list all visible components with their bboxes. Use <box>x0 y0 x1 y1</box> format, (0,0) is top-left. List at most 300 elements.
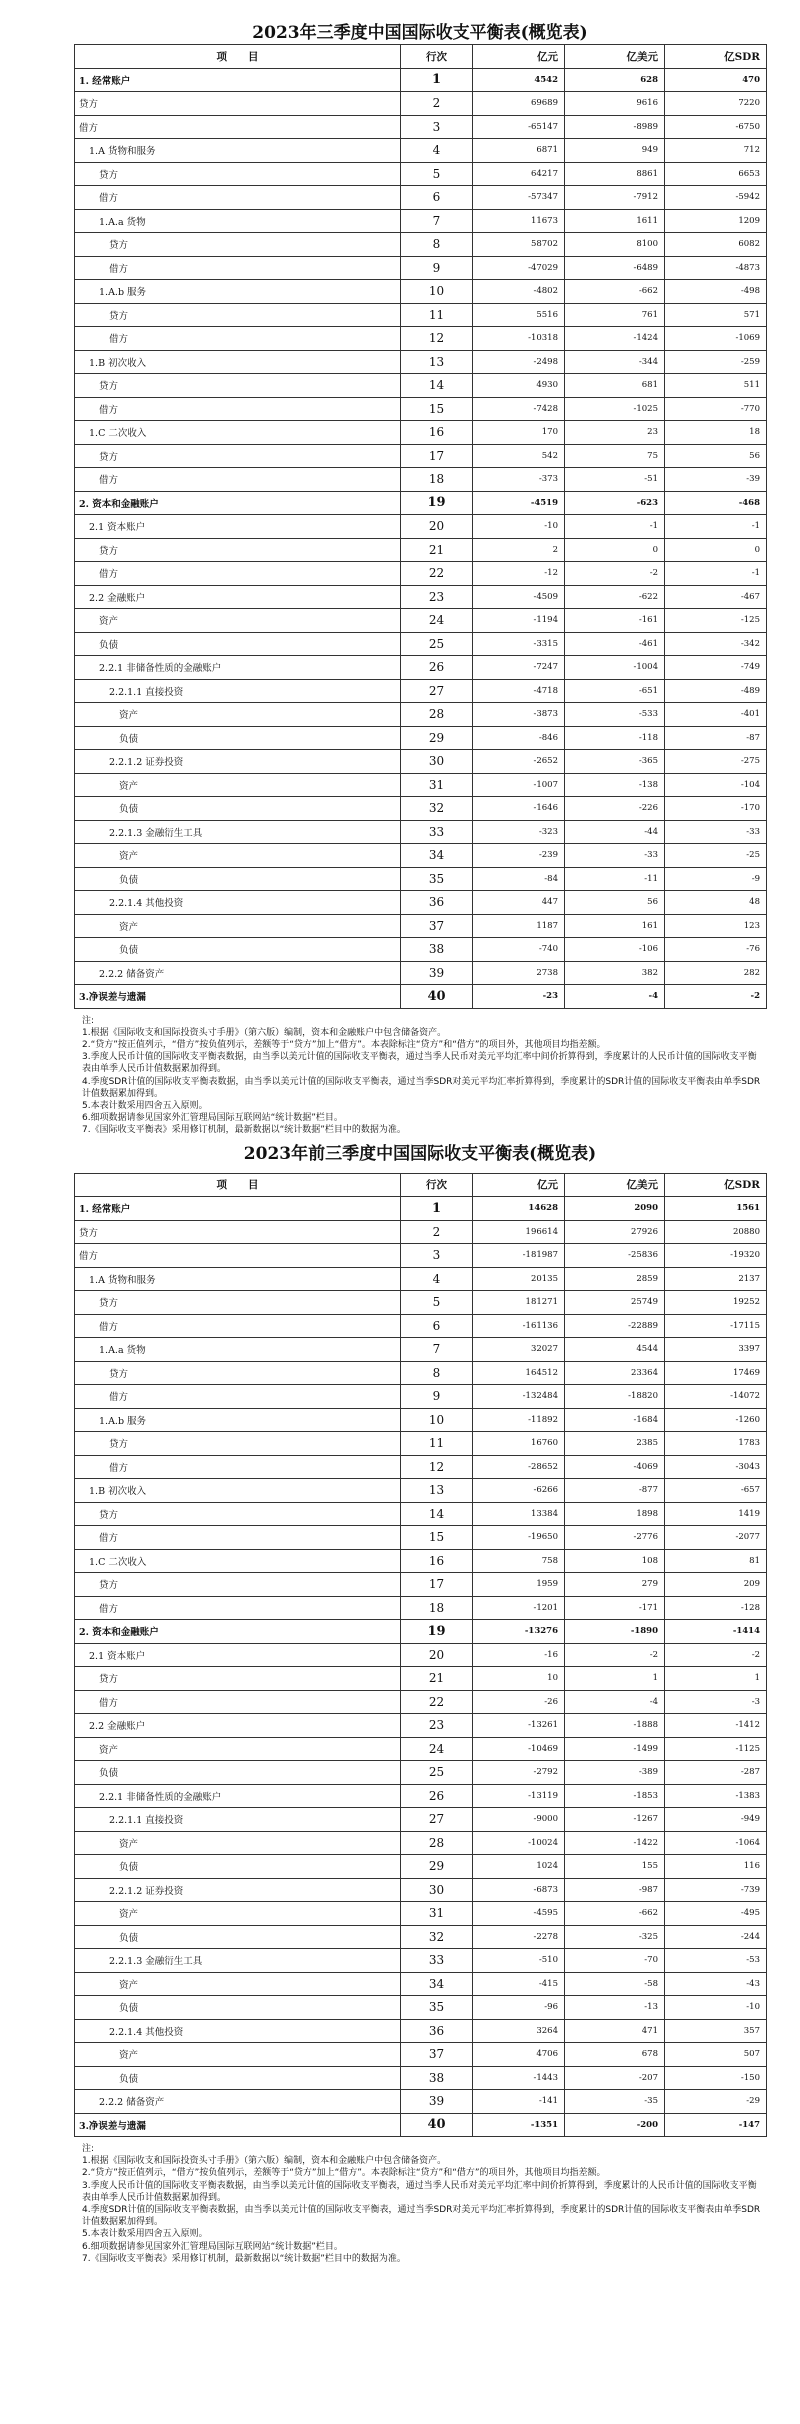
header-cny: 亿元 <box>473 1173 565 1197</box>
table-row <box>75 562 767 586</box>
header-sdr: 亿SDR <box>665 45 767 69</box>
table-row <box>75 1596 767 1620</box>
value-usd: -533 <box>565 703 665 727</box>
row-number: 22 <box>401 562 473 586</box>
row-label: 负债 <box>75 2066 401 2090</box>
value-usd: -4069 <box>565 1455 665 1479</box>
value-sdr: 18 <box>665 421 767 445</box>
row-number: 23 <box>401 1714 473 1738</box>
value-sdr: -498 <box>665 280 767 304</box>
value-sdr: 571 <box>665 303 767 327</box>
table-row <box>75 68 767 92</box>
value-cny: -1351 <box>473 2113 565 2137</box>
table-row <box>75 1408 767 1432</box>
value-sdr: -87 <box>665 726 767 750</box>
row-label: 贷方 <box>75 1573 401 1597</box>
table-row <box>75 468 767 492</box>
value-cny: -4509 <box>473 585 565 609</box>
table-header-row <box>75 45 767 69</box>
value-usd: 1898 <box>565 1502 665 1526</box>
row-number: 13 <box>401 1479 473 1503</box>
row-label: 负债 <box>75 1996 401 2020</box>
value-cny: -740 <box>473 938 565 962</box>
row-label: 借方 <box>75 468 401 492</box>
note-line: 7.《国际收支平衡表》采用修订机制，最新数据以“统计数据”栏目中的数据为准。 <box>82 2253 406 2264</box>
value-cny: -323 <box>473 820 565 844</box>
value-cny: -132484 <box>473 1385 565 1409</box>
row-label: 借方 <box>75 115 401 139</box>
row-label: 2.2.1.4 其他投资 <box>75 2019 401 2043</box>
row-label: 贷方 <box>75 233 401 257</box>
row-number: 27 <box>401 1808 473 1832</box>
row-label: 贷方 <box>75 1502 401 1526</box>
value-cny: 447 <box>473 891 565 915</box>
row-label: 借方 <box>75 1244 401 1268</box>
value-cny: -10318 <box>473 327 565 351</box>
value-sdr: -1412 <box>665 1714 767 1738</box>
value-cny: -510 <box>473 1949 565 1973</box>
value-sdr: 6653 <box>665 162 767 186</box>
row-label: 资产 <box>75 914 401 938</box>
row-label: 资产 <box>75 773 401 797</box>
table-row <box>75 1690 767 1714</box>
value-cny: 181271 <box>473 1291 565 1315</box>
table-row <box>75 1667 767 1691</box>
table-row <box>75 1291 767 1315</box>
value-sdr: -2 <box>665 1643 767 1667</box>
row-number: 3 <box>401 1244 473 1268</box>
row-label: 负债 <box>75 1761 401 1785</box>
row-label: 资产 <box>75 1831 401 1855</box>
table-row <box>75 1996 767 2020</box>
value-usd: -118 <box>565 726 665 750</box>
row-label: 借方 <box>75 1455 401 1479</box>
value-cny: -13119 <box>473 1784 565 1808</box>
table-row <box>75 891 767 915</box>
table-row <box>75 327 767 351</box>
value-cny: -4718 <box>473 679 565 703</box>
row-label: 借方 <box>75 1385 401 1409</box>
value-usd: -13 <box>565 1996 665 2020</box>
value-sdr: 209 <box>665 1573 767 1597</box>
value-cny: 32027 <box>473 1338 565 1362</box>
table-row <box>75 2043 767 2067</box>
table-row <box>75 656 767 680</box>
value-sdr: -170 <box>665 797 767 821</box>
row-label: 负债 <box>75 1925 401 1949</box>
row-label: 1.C 二次收入 <box>75 421 401 445</box>
value-sdr: -1383 <box>665 1784 767 1808</box>
row-number: 32 <box>401 797 473 821</box>
row-label: 2.1 资本账户 <box>75 515 401 539</box>
value-sdr: 1209 <box>665 209 767 233</box>
note-line: 1.根据《国际收支和国际投资头寸手册》（第六版）编制，资本和金融账户中包含储备资产。 <box>82 2156 447 2167</box>
table-row <box>75 233 767 257</box>
table-header-row <box>75 1173 767 1197</box>
row-label: 贷方 <box>75 92 401 116</box>
row-number: 10 <box>401 280 473 304</box>
value-cny: 2 <box>473 538 565 562</box>
value-usd: 25749 <box>565 1291 665 1315</box>
value-cny: 14628 <box>473 1197 565 1221</box>
header-item: 项 目 <box>75 1173 401 1197</box>
table-row <box>75 1385 767 1409</box>
table-row <box>75 2113 767 2137</box>
table-row <box>75 703 767 727</box>
value-usd: -200 <box>565 2113 665 2137</box>
value-cny: -96 <box>473 1996 565 2020</box>
value-sdr: -4873 <box>665 256 767 280</box>
value-usd: 108 <box>565 1549 665 1573</box>
value-cny: -6266 <box>473 1479 565 1503</box>
table-row <box>75 985 767 1009</box>
row-label: 负债 <box>75 797 401 821</box>
value-cny: -239 <box>473 844 565 868</box>
table-row <box>75 92 767 116</box>
value-sdr: -10 <box>665 1996 767 2020</box>
value-sdr: 116 <box>665 1855 767 1879</box>
table-row <box>75 726 767 750</box>
note-line: 2.“贷方”按正值列示，“借方”按负值列示，差额等于“贷方”加上“借方”。本表除标注“贷方”和“借方”的项目外，其他项目均指差额。 <box>82 1039 606 1050</box>
value-usd: -662 <box>565 1902 665 1926</box>
table-row <box>75 1526 767 1550</box>
value-cny: -373 <box>473 468 565 492</box>
value-cny: 64217 <box>473 162 565 186</box>
value-sdr: 712 <box>665 139 767 163</box>
value-sdr: -14072 <box>665 1385 767 1409</box>
row-number: 25 <box>401 1761 473 1785</box>
value-cny: -28652 <box>473 1455 565 1479</box>
row-label: 2.2.1.2 证券投资 <box>75 1878 401 1902</box>
row-label: 资产 <box>75 703 401 727</box>
table-row <box>75 421 767 445</box>
value-cny: 3264 <box>473 2019 565 2043</box>
row-number: 11 <box>401 1432 473 1456</box>
section-first-three-quarters <box>74 1127 766 2264</box>
table-row <box>75 1479 767 1503</box>
value-usd: -4 <box>565 1690 665 1714</box>
value-cny: -6873 <box>473 1878 565 1902</box>
value-cny: 5516 <box>473 303 565 327</box>
value-cny: 1959 <box>473 1573 565 1597</box>
row-number: 14 <box>401 1502 473 1526</box>
table-row <box>75 397 767 421</box>
value-cny: -161136 <box>473 1314 565 1338</box>
row-label: 资产 <box>75 1737 401 1761</box>
value-sdr: -1414 <box>665 1620 767 1644</box>
header-usd: 亿美元 <box>565 1173 665 1197</box>
row-label: 负债 <box>75 938 401 962</box>
value-usd: -662 <box>565 280 665 304</box>
row-label: 2.2.1.3 金融衍生工具 <box>75 820 401 844</box>
table-row <box>75 1244 767 1268</box>
value-usd: 4544 <box>565 1338 665 1362</box>
value-sdr: 81 <box>665 1549 767 1573</box>
value-usd: 681 <box>565 374 665 398</box>
row-label: 1. 经常账户 <box>75 68 401 92</box>
row-label: 贷方 <box>75 1220 401 1244</box>
value-sdr: -770 <box>665 397 767 421</box>
value-usd: -1025 <box>565 397 665 421</box>
row-number: 19 <box>401 1620 473 1644</box>
row-label: 借方 <box>75 397 401 421</box>
value-sdr: 48 <box>665 891 767 915</box>
note-line: 5.本表计数采用四舍五入原则。 <box>82 1100 208 1111</box>
value-cny: -181987 <box>473 1244 565 1268</box>
value-sdr: 1561 <box>665 1197 767 1221</box>
row-number: 36 <box>401 2019 473 2043</box>
row-number: 36 <box>401 891 473 915</box>
value-usd: -18820 <box>565 1385 665 1409</box>
value-cny: -10 <box>473 515 565 539</box>
value-sdr: -3043 <box>665 1455 767 1479</box>
row-label: 2. 资本和金融账户 <box>75 491 401 515</box>
row-number: 21 <box>401 1667 473 1691</box>
value-cny: -10024 <box>473 1831 565 1855</box>
value-usd: -877 <box>565 1479 665 1503</box>
row-label: 2.2.1.3 金融衍生工具 <box>75 1949 401 1973</box>
value-sdr: -244 <box>665 1925 767 1949</box>
table-row <box>75 867 767 891</box>
value-usd: -1890 <box>565 1620 665 1644</box>
value-sdr: 6082 <box>665 233 767 257</box>
table-row <box>75 1314 767 1338</box>
row-label: 2.2.1 非储备性质的金融账户 <box>75 1784 401 1808</box>
row-number: 15 <box>401 397 473 421</box>
value-cny: -1443 <box>473 2066 565 2090</box>
value-cny: -11892 <box>473 1408 565 1432</box>
value-cny: -26 <box>473 1690 565 1714</box>
table-row <box>75 1714 767 1738</box>
value-sdr: -739 <box>665 1878 767 1902</box>
row-number: 34 <box>401 1972 473 1996</box>
value-sdr: -33 <box>665 820 767 844</box>
row-number: 5 <box>401 162 473 186</box>
table-title: 2023年三季度中国国际收支平衡表(概览表) <box>252 23 588 43</box>
row-number: 37 <box>401 914 473 938</box>
value-cny: -1646 <box>473 797 565 821</box>
value-cny: 58702 <box>473 233 565 257</box>
value-usd: -44 <box>565 820 665 844</box>
value-sdr: 3397 <box>665 1338 767 1362</box>
value-cny: -2498 <box>473 350 565 374</box>
table-row <box>75 1902 767 1926</box>
row-number: 10 <box>401 1408 473 1432</box>
value-usd: -70 <box>565 1949 665 1973</box>
value-cny: -2792 <box>473 1761 565 1785</box>
value-sdr: -1 <box>665 515 767 539</box>
row-label: 借方 <box>75 186 401 210</box>
row-number: 18 <box>401 468 473 492</box>
table-row <box>75 609 767 633</box>
table-row <box>75 1338 767 1362</box>
row-label: 2.2.1.1 直接投资 <box>75 1808 401 1832</box>
value-sdr: -150 <box>665 2066 767 2090</box>
value-usd: 1 <box>565 1667 665 1691</box>
table-row <box>75 1502 767 1526</box>
bop-table <box>74 44 767 1009</box>
value-usd: -6489 <box>565 256 665 280</box>
value-sdr: 17469 <box>665 1361 767 1385</box>
row-number: 9 <box>401 256 473 280</box>
table-row <box>75 1784 767 1808</box>
row-label: 资产 <box>75 2043 401 2067</box>
table-row <box>75 820 767 844</box>
header-cny: 亿元 <box>473 45 565 69</box>
value-usd: 761 <box>565 303 665 327</box>
row-label: 1.A 货物和服务 <box>75 139 401 163</box>
row-label: 贷方 <box>75 444 401 468</box>
row-number: 24 <box>401 1737 473 1761</box>
value-usd: -1888 <box>565 1714 665 1738</box>
table-row <box>75 914 767 938</box>
notes-heading: 注: <box>82 2144 95 2154</box>
value-cny: -13261 <box>473 1714 565 1738</box>
row-label: 负债 <box>75 632 401 656</box>
value-cny: 4706 <box>473 2043 565 2067</box>
row-label: 借方 <box>75 1690 401 1714</box>
row-label: 2.2.1 非储备性质的金融账户 <box>75 656 401 680</box>
table-row <box>75 1737 767 1761</box>
value-usd: -4 <box>565 985 665 1009</box>
value-sdr: -489 <box>665 679 767 703</box>
header-item: 项 目 <box>75 45 401 69</box>
value-sdr: 1783 <box>665 1432 767 1456</box>
table-row <box>75 2019 767 2043</box>
table-row <box>75 1831 767 1855</box>
value-cny: 1187 <box>473 914 565 938</box>
notes <box>74 2137 766 2263</box>
table-row <box>75 2066 767 2090</box>
row-number: 16 <box>401 421 473 445</box>
value-cny: 164512 <box>473 1361 565 1385</box>
row-number: 2 <box>401 1220 473 1244</box>
value-usd: -987 <box>565 1878 665 1902</box>
value-usd: -138 <box>565 773 665 797</box>
value-usd: -1684 <box>565 1408 665 1432</box>
value-sdr: -43 <box>665 1972 767 1996</box>
value-sdr: 56 <box>665 444 767 468</box>
value-usd: -7912 <box>565 186 665 210</box>
value-usd: -2776 <box>565 1526 665 1550</box>
value-usd: 9616 <box>565 92 665 116</box>
row-label: 2.2.1.4 其他投资 <box>75 891 401 915</box>
row-number: 19 <box>401 491 473 515</box>
row-number: 34 <box>401 844 473 868</box>
value-sdr: -39 <box>665 468 767 492</box>
value-sdr: 2137 <box>665 1267 767 1291</box>
header-usd: 亿美元 <box>565 45 665 69</box>
row-number: 38 <box>401 2066 473 2090</box>
table-row <box>75 1361 767 1385</box>
value-usd: 678 <box>565 2043 665 2067</box>
row-label: 借方 <box>75 562 401 586</box>
value-cny: 69689 <box>473 92 565 116</box>
value-sdr: -1125 <box>665 1737 767 1761</box>
note-line: 4.季度SDR计值的国际收支平衡表数据，由当季以美元计值的国际收支平衡表，通过当季SDR对美元平均汇率折算得到，季度累计的SDR计值的国际收支平衡表由单季SDR计值数据累加得到。 <box>82 2205 761 2228</box>
value-cny: -12 <box>473 562 565 586</box>
row-number: 24 <box>401 609 473 633</box>
value-cny: -4802 <box>473 280 565 304</box>
value-usd: -1422 <box>565 1831 665 1855</box>
value-usd: -2 <box>565 1643 665 1667</box>
row-label: 借方 <box>75 1596 401 1620</box>
table-row <box>75 1808 767 1832</box>
value-sdr: 19252 <box>665 1291 767 1315</box>
value-usd: 27926 <box>565 1220 665 1244</box>
table-row <box>75 1620 767 1644</box>
row-number: 7 <box>401 1338 473 1362</box>
table-row <box>75 844 767 868</box>
value-usd: -11 <box>565 867 665 891</box>
value-usd: -106 <box>565 938 665 962</box>
value-cny: -9000 <box>473 1808 565 1832</box>
value-cny: -1007 <box>473 773 565 797</box>
value-cny: -1194 <box>473 609 565 633</box>
row-label: 借方 <box>75 327 401 351</box>
value-usd: 155 <box>565 1855 665 1879</box>
table-row <box>75 1220 767 1244</box>
row-number: 15 <box>401 1526 473 1550</box>
row-number: 39 <box>401 2090 473 2114</box>
value-sdr: -1064 <box>665 1831 767 1855</box>
row-number: 12 <box>401 327 473 351</box>
note-line: 4.季度SDR计值的国际收支平衡表数据，由当季以美元计值的国际收支平衡表，通过当季SDR对美元平均汇率折算得到，季度累计的SDR计值的国际收支平衡表由单季SDR计值数据累加得到。 <box>82 1076 761 1099</box>
value-sdr: -1 <box>665 562 767 586</box>
value-cny: 542 <box>473 444 565 468</box>
value-usd: 471 <box>565 2019 665 2043</box>
row-label: 负债 <box>75 1855 401 1879</box>
value-usd: 23364 <box>565 1361 665 1385</box>
bop-table <box>74 1173 767 2138</box>
value-usd: -33 <box>565 844 665 868</box>
value-usd: -1 <box>565 515 665 539</box>
table-row <box>75 162 767 186</box>
value-usd: -622 <box>565 585 665 609</box>
value-usd: -461 <box>565 632 665 656</box>
row-label: 3.净误差与遗漏 <box>75 985 401 1009</box>
notes <box>74 1009 766 1136</box>
row-label: 贷方 <box>75 303 401 327</box>
row-number: 30 <box>401 750 473 774</box>
value-sdr: -495 <box>665 1902 767 1926</box>
value-sdr: 507 <box>665 2043 767 2067</box>
row-label: 2.2.2 储备资产 <box>75 2090 401 2114</box>
value-usd: -1267 <box>565 1808 665 1832</box>
row-label: 负债 <box>75 726 401 750</box>
table-row <box>75 938 767 962</box>
value-cny: -3315 <box>473 632 565 656</box>
value-sdr: 7220 <box>665 92 767 116</box>
table-row <box>75 1949 767 1973</box>
note-line: 3.季度人民币计值的国际收支平衡表数据，由当季以美元计值的国际收支平衡表，通过当季人民币对美元平均汇率中间价折算得到，季度累计的人民币计值的国际收支平衡表由单季人民币计值数据累加得到。 <box>82 1052 757 1075</box>
row-number: 26 <box>401 1784 473 1808</box>
row-number: 30 <box>401 1878 473 1902</box>
value-cny: -7247 <box>473 656 565 680</box>
value-usd: -389 <box>565 1761 665 1785</box>
table-row <box>75 1549 767 1573</box>
row-number: 13 <box>401 350 473 374</box>
value-sdr: -17115 <box>665 1314 767 1338</box>
row-number: 40 <box>401 2113 473 2137</box>
row-number: 40 <box>401 985 473 1009</box>
row-label: 贷方 <box>75 374 401 398</box>
row-number: 3 <box>401 115 473 139</box>
row-label: 借方 <box>75 1314 401 1338</box>
value-sdr: -53 <box>665 1949 767 1973</box>
value-cny: 11673 <box>473 209 565 233</box>
row-number: 33 <box>401 1949 473 1973</box>
